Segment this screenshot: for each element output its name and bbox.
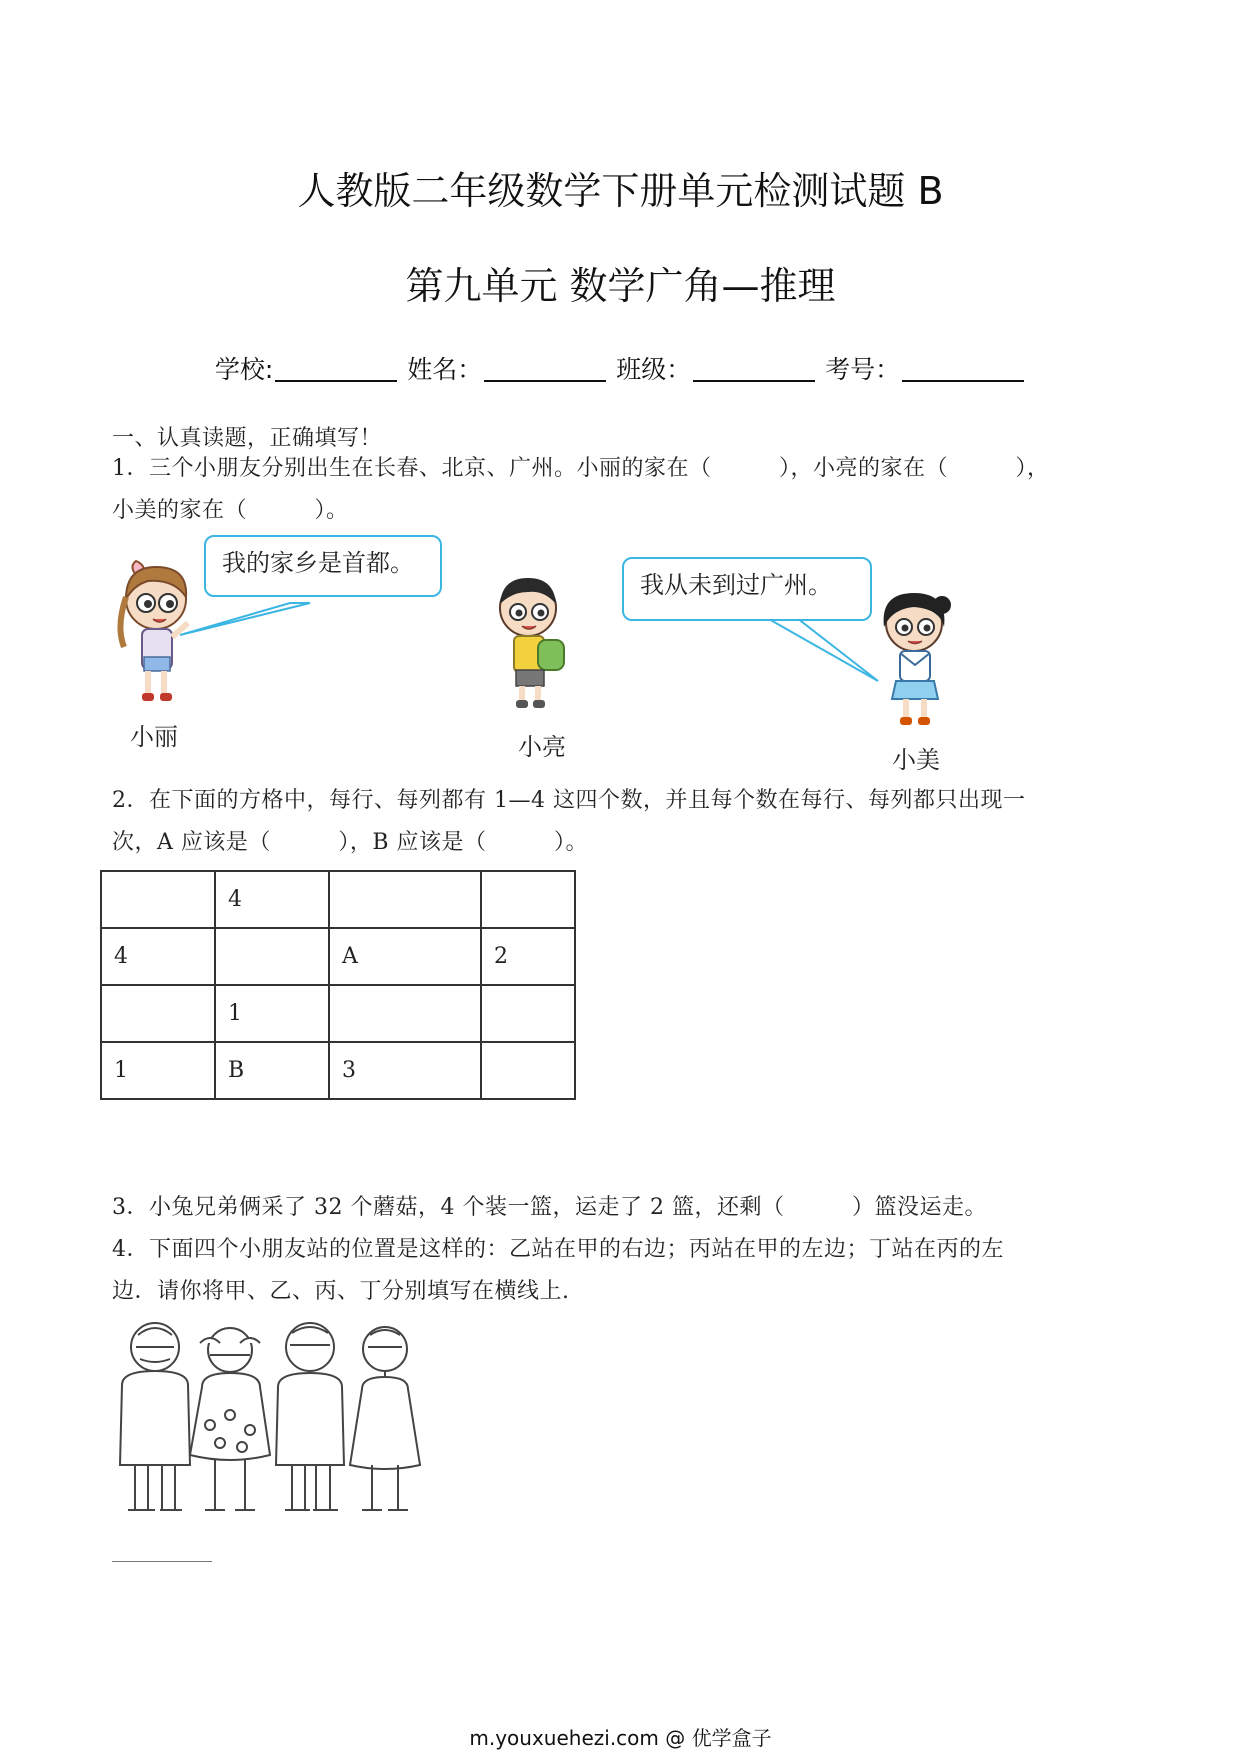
grid-cell: B <box>215 1042 329 1099</box>
grid-cell <box>101 871 215 928</box>
grid-cell <box>101 985 215 1042</box>
grid-cell <box>215 928 329 985</box>
speech-bubble-xiaoli: 我的家乡是首都。 <box>204 535 442 597</box>
grid-row <box>101 928 575 985</box>
question-4-line-2: 边．请你将甲、乙、丙、丁分别填写在横线上. <box>112 1279 570 1304</box>
grid-row <box>101 985 575 1042</box>
grid-row <box>101 1042 575 1099</box>
name-blank[interactable] <box>484 356 606 382</box>
grid-row <box>101 871 575 928</box>
school-blank[interactable] <box>275 356 397 382</box>
class-label: 班级： <box>616 355 692 384</box>
question-2-grid <box>100 870 576 1100</box>
grid-cell: 2 <box>481 928 575 985</box>
grid-cell: 4 <box>101 928 215 985</box>
footer-watermark: m.youxuehezi.com @ 优学盒子 <box>469 1726 772 1750</box>
bubble-left-tail <box>180 595 320 655</box>
question-2-line-1: 2．在下面的方格中，每行、每列都有 1—4 这四个数，并且每个数在每行、每列都只出现一 <box>112 788 1026 813</box>
boy-xiaoliang-figure <box>488 570 578 710</box>
question-4-line-1: 4．下面四个小朋友站的位置是这样的：乙站在甲的右边；丙站在甲的左边；丁站在丙的左 <box>112 1237 1005 1262</box>
question-2-line-2: 次，A 应该是（ ），B 应该是（ ）。 <box>112 830 589 855</box>
answer-line <box>112 1561 212 1562</box>
question-1-line-2: 小美的家在（ ）。 <box>112 498 349 523</box>
name-label-xiaomei: 小美 <box>892 746 940 774</box>
grid-cell: 3 <box>329 1042 481 1099</box>
question-3: 3．小兔兄弟俩采了 32 个蘑菇，4 个装一篮，运走了 2 篮，还剩（ ）篮没运走。 <box>112 1195 987 1220</box>
grid-cell <box>481 1042 575 1099</box>
exam-no-label: 考号： <box>825 355 901 384</box>
grid-cell <box>329 871 481 928</box>
grid-cell <box>329 985 481 1042</box>
grid-cell: 1 <box>101 1042 215 1099</box>
speech-bubble-xiaomei: 我从未到过广州。 <box>622 557 872 621</box>
grid-cell: A <box>329 928 481 985</box>
question-1-line-1: 1．三个小朋友分别出生在长春、北京、广州。小丽的家在（ ），小亮的家在（ ）， <box>112 456 1050 481</box>
question-1-illustration <box>100 535 1000 775</box>
name-label-xiaoliang: 小亮 <box>518 733 566 761</box>
page-subtitle: 第九单元 数学广角—推理 <box>405 264 836 308</box>
grid-cell: 4 <box>215 871 329 928</box>
student-info-line <box>0 350 1241 386</box>
school-label: 学校: <box>214 355 274 384</box>
section-heading: 一、认真读题，正确填写！ <box>112 426 383 451</box>
girl-xiaomei-figure <box>870 583 960 733</box>
grid-cell <box>481 985 575 1042</box>
exam-no-blank[interactable] <box>902 356 1024 382</box>
grid-cell: 1 <box>215 985 329 1042</box>
name-label: 姓名： <box>407 355 483 384</box>
class-blank[interactable] <box>693 356 815 382</box>
page-title: 人教版二年级数学下册单元检测试题 B <box>297 169 944 213</box>
grid-cell <box>481 871 575 928</box>
four-children-illustration <box>110 1315 430 1520</box>
name-label-xiaoli: 小丽 <box>130 723 178 751</box>
